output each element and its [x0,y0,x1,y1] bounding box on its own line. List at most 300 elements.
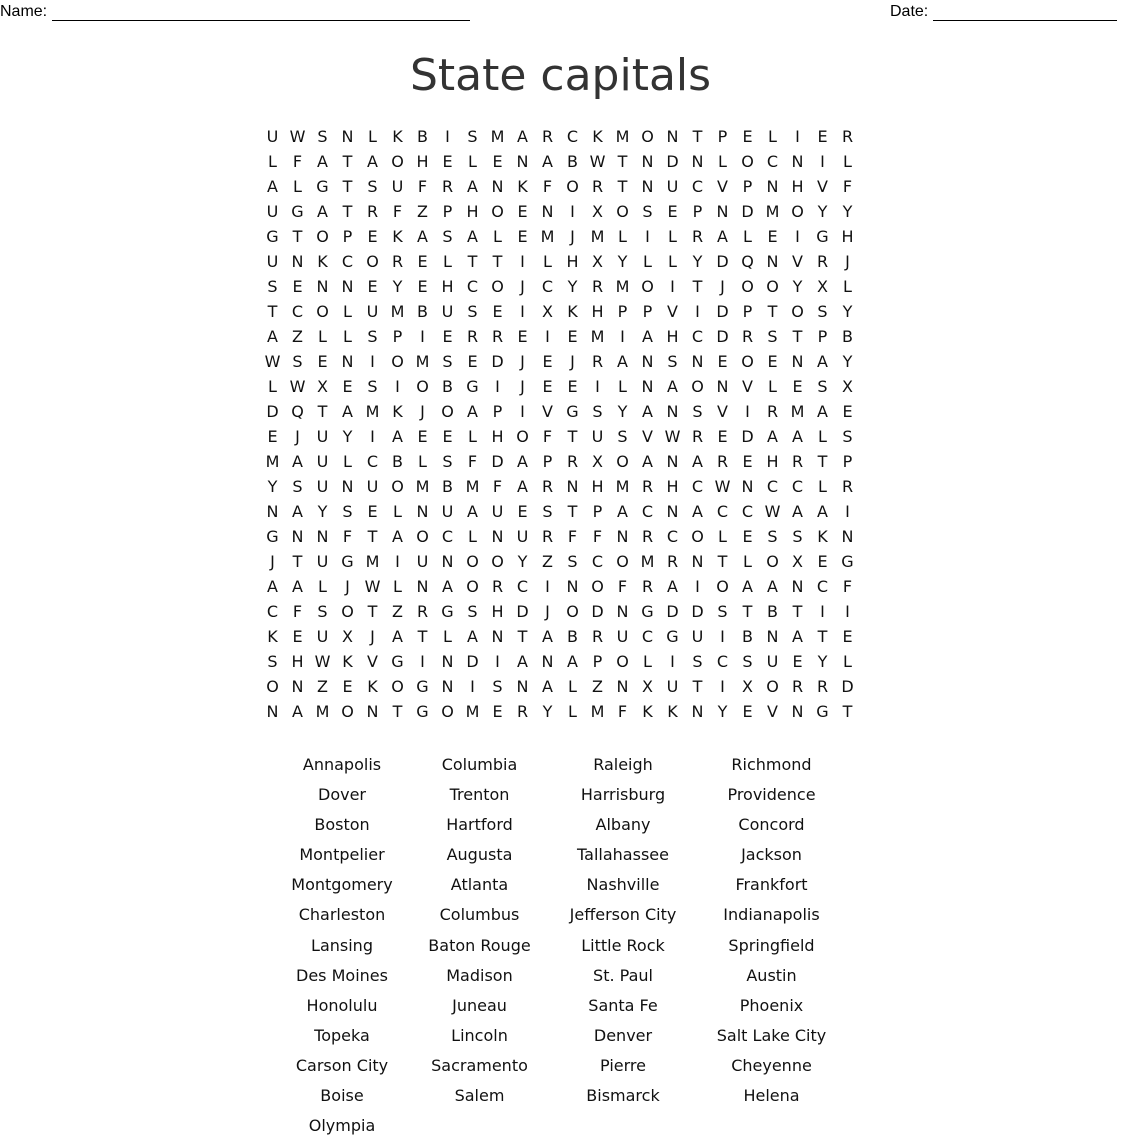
grid-letter[interactable]: L [843,652,852,671]
grid-letter[interactable]: K [642,702,653,721]
grid-letter[interactable]: L [443,252,452,271]
grid-letter[interactable]: B [442,377,453,396]
grid-letter[interactable]: N [491,627,504,646]
grid-letter[interactable]: W [289,127,306,146]
grid-letter[interactable]: U [441,502,454,521]
grid-letter[interactable]: Z [392,602,403,621]
grid-letter[interactable]: R [566,452,579,471]
grid-letter[interactable]: T [567,502,578,521]
grid-letter[interactable]: C [691,327,704,346]
grid-letter[interactable]: S [692,402,703,421]
grid-letter[interactable]: J [345,577,350,596]
grid-letter[interactable]: E [317,352,328,371]
grid-letter[interactable]: R [491,327,504,346]
grid-letter[interactable]: E [742,127,753,146]
grid-letter[interactable]: U [266,127,279,146]
grid-letter[interactable]: J [520,277,525,296]
grid-letter[interactable]: O [316,302,329,321]
grid-letter[interactable]: G [416,702,429,721]
grid-letter[interactable]: A [617,352,628,371]
grid-letter[interactable]: W [664,427,681,446]
grid-letter[interactable]: M [590,327,605,346]
grid-letter[interactable]: S [442,227,453,246]
grid-letter[interactable]: T [292,227,303,246]
grid-letter[interactable]: P [842,452,853,471]
grid-letter[interactable]: N [641,352,654,371]
grid-letter[interactable]: G [666,627,679,646]
grid-letter[interactable]: J [420,402,425,421]
grid-letter[interactable]: E [542,352,553,371]
grid-letter[interactable]: X [742,677,753,696]
grid-letter[interactable]: N [341,127,354,146]
grid-letter[interactable]: V [742,377,753,396]
grid-letter[interactable]: V [642,427,653,446]
grid-letter[interactable]: A [392,627,403,646]
grid-letter[interactable]: S [467,302,478,321]
grid-letter[interactable]: B [567,152,578,171]
grid-letter[interactable]: U [316,427,329,446]
grid-letter[interactable]: S [367,177,378,196]
grid-letter[interactable]: I [645,227,650,246]
grid-letter[interactable]: A [317,202,328,221]
grid-letter[interactable]: N [616,677,629,696]
grid-letter[interactable]: V [667,302,678,321]
grid-letter[interactable]: L [393,577,402,596]
grid-letter[interactable]: H [841,227,854,246]
grid-letter[interactable]: U [316,452,329,471]
grid-letter[interactable]: R [541,527,554,546]
grid-letter[interactable]: Y [817,652,828,671]
date-blank-line[interactable] [933,4,1117,21]
grid-letter[interactable]: A [617,502,628,521]
grid-letter[interactable]: T [467,252,478,271]
grid-letter[interactable]: P [542,452,553,471]
grid-letter[interactable]: L [743,552,752,571]
grid-letter[interactable]: U [516,527,529,546]
grid-letter[interactable]: O [741,152,754,171]
grid-letter[interactable]: I [395,552,400,571]
grid-letter[interactable]: E [842,402,853,421]
grid-letter[interactable]: X [642,677,653,696]
grid-letter[interactable]: A [442,577,453,596]
grid-letter[interactable]: Y [567,277,578,296]
grid-letter[interactable]: O [616,552,629,571]
grid-letter[interactable]: I [795,127,800,146]
grid-letter[interactable]: X [592,252,603,271]
grid-letter[interactable]: Y [542,702,553,721]
grid-letter[interactable]: L [618,227,627,246]
grid-letter[interactable]: E [842,627,853,646]
grid-letter[interactable]: G [441,602,454,621]
grid-letter[interactable]: F [392,202,403,221]
grid-letter[interactable]: L [768,127,777,146]
grid-letter[interactable]: D [716,302,729,321]
grid-letter[interactable]: Y [692,252,703,271]
grid-letter[interactable]: H [666,477,679,496]
grid-letter[interactable]: A [817,352,828,371]
grid-letter[interactable]: R [591,277,604,296]
grid-letter[interactable]: O [391,677,404,696]
grid-letter[interactable]: A [467,502,478,521]
grid-letter[interactable]: Y [792,277,803,296]
grid-letter[interactable]: H [591,477,604,496]
grid-letter[interactable]: E [442,327,453,346]
grid-letter[interactable]: T [342,177,353,196]
grid-letter[interactable]: T [792,602,803,621]
grid-letter[interactable]: S [467,127,478,146]
grid-letter[interactable]: R [841,477,854,496]
grid-letter[interactable]: N [691,552,704,571]
grid-letter[interactable]: W [589,152,606,171]
grid-letter[interactable]: T [692,127,703,146]
grid-letter[interactable]: I [845,602,850,621]
grid-letter[interactable]: A [642,452,653,471]
grid-letter[interactable]: O [616,452,629,471]
grid-letter[interactable]: N [341,477,354,496]
grid-letter[interactable]: F [292,152,303,171]
grid-letter[interactable]: F [492,477,503,496]
grid-letter[interactable]: O [391,352,404,371]
grid-letter[interactable]: P [742,302,753,321]
grid-letter[interactable]: K [392,402,403,421]
grid-letter[interactable]: N [566,477,579,496]
grid-letter[interactable]: O [341,602,354,621]
grid-letter[interactable]: L [493,227,502,246]
grid-letter[interactable]: L [668,252,677,271]
grid-letter[interactable]: J [570,227,575,246]
grid-letter[interactable]: V [717,402,728,421]
grid-letter[interactable]: C [516,577,529,596]
grid-letter[interactable]: C [716,502,729,521]
grid-letter[interactable]: A [792,502,803,521]
grid-letter[interactable]: H [466,202,479,221]
grid-letter[interactable]: U [266,252,279,271]
grid-letter[interactable]: M [465,702,480,721]
grid-letter[interactable]: N [266,502,279,521]
grid-letter[interactable]: B [392,452,403,471]
grid-letter[interactable]: T [742,602,753,621]
grid-letter[interactable]: C [466,277,479,296]
grid-letter[interactable]: M [540,227,555,246]
grid-letter[interactable]: L [343,327,352,346]
grid-letter[interactable]: T [692,677,703,696]
grid-letter[interactable]: E [517,227,528,246]
grid-letter[interactable]: I [670,277,675,296]
grid-letter[interactable]: F [292,602,303,621]
grid-letter[interactable]: N [616,602,629,621]
grid-letter[interactable]: C [666,527,679,546]
grid-letter[interactable]: L [768,377,777,396]
grid-letter[interactable]: E [442,152,453,171]
grid-letter[interactable]: L [818,427,827,446]
grid-letter[interactable]: R [766,402,779,421]
grid-letter[interactable]: Y [317,502,328,521]
grid-letter[interactable]: T [417,627,428,646]
grid-letter[interactable]: H [441,277,454,296]
grid-letter[interactable]: M [640,552,655,571]
grid-letter[interactable]: M [315,702,330,721]
grid-letter[interactable]: E [767,352,778,371]
grid-letter[interactable]: A [317,152,328,171]
grid-letter[interactable]: O [341,702,354,721]
grid-letter[interactable]: S [692,652,703,671]
grid-letter[interactable]: S [642,202,653,221]
grid-letter[interactable]: Y [842,352,853,371]
grid-letter[interactable]: C [291,302,304,321]
grid-letter[interactable]: T [617,152,628,171]
grid-letter[interactable]: F [842,177,853,196]
grid-letter[interactable]: P [592,502,603,521]
grid-letter[interactable]: S [667,352,678,371]
grid-letter[interactable]: R [441,177,454,196]
grid-letter[interactable]: N [741,477,754,496]
grid-letter[interactable]: O [416,377,429,396]
grid-letter[interactable]: F [567,527,578,546]
grid-letter[interactable]: C [541,277,554,296]
grid-letter[interactable]: N [666,402,679,421]
grid-letter[interactable]: N [341,352,354,371]
grid-letter[interactable]: I [545,327,550,346]
grid-letter[interactable]: D [591,602,604,621]
grid-letter[interactable]: L [268,152,277,171]
grid-letter[interactable]: N [791,152,804,171]
grid-letter[interactable]: I [695,577,700,596]
grid-letter[interactable]: N [341,277,354,296]
grid-letter[interactable]: N [441,677,454,696]
grid-letter[interactable]: R [716,452,729,471]
grid-letter[interactable]: X [542,302,553,321]
grid-letter[interactable]: S [542,502,553,521]
grid-letter[interactable]: A [392,527,403,546]
grid-letter[interactable]: E [742,702,753,721]
grid-letter[interactable]: H [291,652,304,671]
grid-letter[interactable]: A [467,227,478,246]
grid-letter[interactable]: I [395,377,400,396]
grid-letter[interactable]: L [368,127,377,146]
grid-letter[interactable]: D [691,602,704,621]
grid-letter[interactable]: S [342,502,353,521]
grid-letter[interactable]: N [266,702,279,721]
grid-letter[interactable]: L [418,452,427,471]
grid-letter[interactable]: A [267,177,278,196]
grid-letter[interactable]: N [691,352,704,371]
grid-letter[interactable]: T [367,602,378,621]
grid-letter[interactable]: I [370,427,375,446]
grid-letter[interactable]: E [817,552,828,571]
grid-letter[interactable]: D [466,652,479,671]
grid-letter[interactable]: Z [292,327,303,346]
grid-letter[interactable]: H [591,302,604,321]
grid-letter[interactable]: S [717,602,728,621]
grid-letter[interactable]: A [267,327,278,346]
grid-letter[interactable]: O [441,702,454,721]
grid-letter[interactable]: L [543,252,552,271]
grid-letter[interactable]: I [520,402,525,421]
grid-letter[interactable]: L [618,377,627,396]
grid-letter[interactable]: H [416,152,429,171]
grid-letter[interactable]: N [541,652,554,671]
grid-letter[interactable]: E [767,227,778,246]
grid-letter[interactable]: A [292,502,303,521]
grid-letter[interactable]: I [595,377,600,396]
grid-letter[interactable]: R [691,427,704,446]
grid-letter[interactable]: Z [317,677,328,696]
grid-letter[interactable]: J [295,427,300,446]
grid-letter[interactable]: U [616,627,629,646]
grid-letter[interactable]: R [691,227,704,246]
grid-letter[interactable]: L [743,227,752,246]
grid-letter[interactable]: R [416,602,429,621]
grid-letter[interactable]: Y [267,477,278,496]
grid-letter[interactable]: E [817,127,828,146]
grid-letter[interactable]: L [293,177,302,196]
grid-letter[interactable]: L [318,327,327,346]
grid-letter[interactable]: I [795,227,800,246]
grid-letter[interactable]: X [792,552,803,571]
grid-letter[interactable]: O [791,302,804,321]
grid-letter[interactable]: S [817,302,828,321]
grid-letter[interactable]: X [342,627,353,646]
grid-letter[interactable]: A [792,627,803,646]
grid-letter[interactable]: O [791,202,804,221]
grid-letter[interactable]: N [766,627,779,646]
grid-letter[interactable]: O [516,427,529,446]
grid-letter[interactable]: E [367,502,378,521]
grid-letter[interactable]: G [391,652,404,671]
grid-letter[interactable]: P [717,127,728,146]
grid-letter[interactable]: S [817,377,828,396]
grid-letter[interactable]: D [266,402,279,421]
grid-letter[interactable]: S [292,477,303,496]
grid-letter[interactable]: U [691,627,704,646]
grid-letter[interactable]: D [741,427,754,446]
grid-letter[interactable]: R [541,477,554,496]
grid-letter[interactable]: O [391,477,404,496]
grid-letter[interactable]: C [816,577,829,596]
grid-letter[interactable]: M [615,127,630,146]
grid-letter[interactable]: M [615,477,630,496]
grid-letter[interactable]: G [641,602,654,621]
grid-letter[interactable]: T [517,627,528,646]
grid-letter[interactable]: R [366,202,379,221]
grid-letter[interactable]: H [791,177,804,196]
grid-letter[interactable]: Y [342,427,353,446]
grid-letter[interactable]: N [291,677,304,696]
grid-letter[interactable]: U [316,627,329,646]
grid-letter[interactable]: C [716,652,729,671]
grid-letter[interactable]: L [468,427,477,446]
grid-letter[interactable]: U [316,477,329,496]
grid-letter[interactable]: D [516,602,529,621]
grid-letter[interactable]: I [470,677,475,696]
grid-letter[interactable]: Y [617,402,628,421]
grid-letter[interactable]: N [666,127,679,146]
grid-letter[interactable]: C [691,177,704,196]
grid-letter[interactable]: L [643,652,652,671]
grid-letter[interactable]: P [617,302,628,321]
grid-letter[interactable]: I [445,127,450,146]
grid-letter[interactable]: S [792,527,803,546]
grid-letter[interactable]: L [343,302,352,321]
grid-letter[interactable]: S [842,427,853,446]
grid-letter[interactable]: B [767,602,778,621]
grid-letter[interactable]: A [692,502,703,521]
grid-letter[interactable]: E [292,277,303,296]
grid-letter[interactable]: M [765,202,780,221]
grid-letter[interactable]: S [617,427,628,446]
grid-letter[interactable]: A [392,427,403,446]
grid-letter[interactable]: L [343,452,352,471]
grid-letter[interactable]: C [591,552,604,571]
grid-letter[interactable]: R [641,527,654,546]
grid-letter[interactable]: H [491,602,504,621]
grid-letter[interactable]: T [292,552,303,571]
grid-letter[interactable]: N [716,377,729,396]
grid-letter[interactable]: U [391,177,404,196]
grid-letter[interactable]: E [367,227,378,246]
grid-letter[interactable]: P [392,327,403,346]
grid-letter[interactable]: K [342,652,353,671]
grid-letter[interactable]: P [442,202,453,221]
grid-letter[interactable]: R [791,677,804,696]
grid-letter[interactable]: O [616,202,629,221]
grid-letter[interactable]: P [817,327,828,346]
grid-letter[interactable]: A [467,177,478,196]
grid-letter[interactable]: U [666,177,679,196]
grid-letter[interactable]: D [841,677,854,696]
grid-letter[interactable]: T [717,552,728,571]
grid-letter[interactable]: V [767,702,778,721]
grid-letter[interactable]: S [767,327,778,346]
grid-letter[interactable]: I [820,602,825,621]
grid-letter[interactable]: H [666,327,679,346]
grid-letter[interactable]: K [392,227,403,246]
grid-letter[interactable]: N [491,527,504,546]
grid-letter[interactable]: A [792,427,803,446]
grid-letter[interactable]: A [292,577,303,596]
grid-letter[interactable]: I [570,202,575,221]
grid-letter[interactable]: E [417,427,428,446]
grid-letter[interactable]: R [591,627,604,646]
grid-letter[interactable]: A [817,502,828,521]
grid-letter[interactable]: R [466,327,479,346]
grid-letter[interactable]: I [495,377,500,396]
grid-letter[interactable]: M [265,452,280,471]
grid-letter[interactable]: I [845,502,850,521]
grid-letter[interactable]: A [667,377,678,396]
grid-letter[interactable]: K [517,177,528,196]
grid-letter[interactable]: Q [741,252,754,271]
grid-letter[interactable]: E [567,377,578,396]
grid-letter[interactable]: G [566,402,579,421]
grid-letter[interactable]: K [317,252,328,271]
grid-letter[interactable]: S [367,327,378,346]
grid-letter[interactable]: C [691,477,704,496]
grid-letter[interactable]: H [766,452,779,471]
grid-letter[interactable]: O [316,227,329,246]
grid-letter[interactable]: A [817,402,828,421]
grid-letter[interactable]: A [642,327,653,346]
grid-letter[interactable]: S [442,352,453,371]
grid-letter[interactable]: Y [842,202,853,221]
grid-letter[interactable]: T [342,152,353,171]
grid-letter[interactable]: E [492,302,503,321]
grid-letter[interactable]: I [720,627,725,646]
grid-letter[interactable]: L [568,677,577,696]
grid-letter[interactable]: N [666,502,679,521]
grid-letter[interactable]: T [317,402,328,421]
grid-letter[interactable]: I [370,352,375,371]
